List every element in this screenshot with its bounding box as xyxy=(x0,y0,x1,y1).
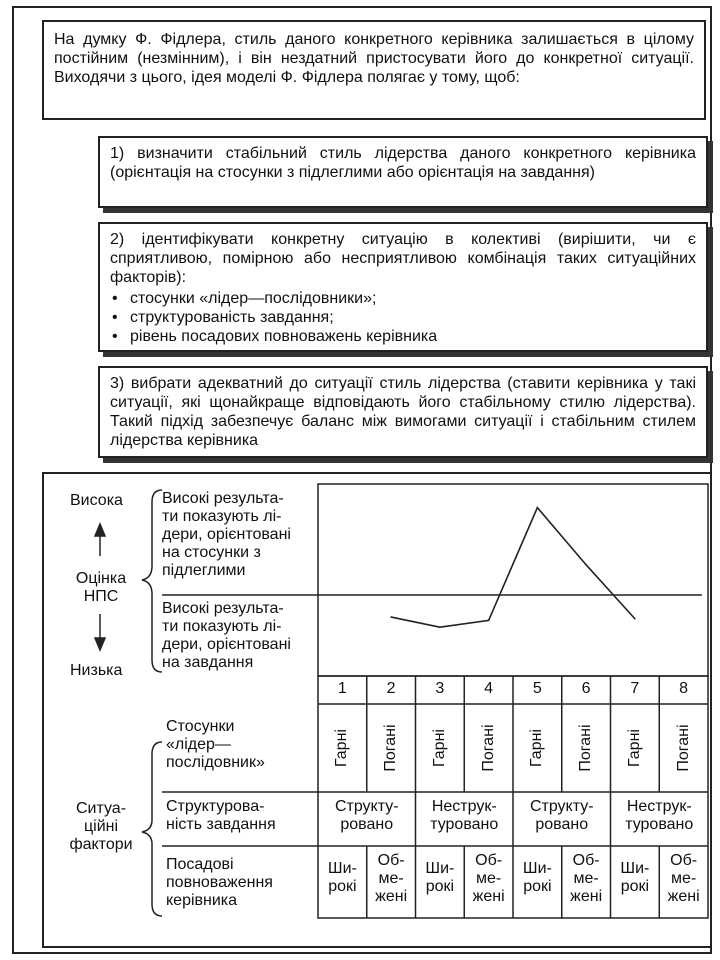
relation-value: Гарні xyxy=(625,729,643,767)
power-value xyxy=(611,860,660,896)
factor-list-item: • рівень посадових повноважень керівника xyxy=(110,327,696,346)
rating-label-line: НПС xyxy=(83,588,119,605)
structure-value-line: Структу- xyxy=(334,798,399,815)
factor-list-item: • стосунки «лідер—послідовники»; xyxy=(110,289,696,308)
power-value-line: рокі xyxy=(328,878,357,895)
structure-value xyxy=(416,798,514,834)
column-number: 5 xyxy=(532,680,542,697)
performance-curve xyxy=(391,508,635,628)
relation-value: Гарні xyxy=(333,729,351,767)
power-value xyxy=(416,860,465,896)
relation-value: Гарні xyxy=(528,729,546,767)
chart-layer xyxy=(390,507,635,628)
description-line: на стосунки з xyxy=(162,544,261,561)
structure-value-line: туровано xyxy=(625,816,694,833)
factor-label-line: послідовник» xyxy=(166,754,265,771)
factor-label-line: повноваження xyxy=(166,874,273,891)
power-value-line: Об- xyxy=(670,852,698,869)
arrow-down-icon xyxy=(95,638,105,650)
structure-value-line: Неструк- xyxy=(626,798,692,815)
description-line: Високі результа- xyxy=(162,490,284,507)
factor-list xyxy=(110,289,696,346)
relation-value: Погані xyxy=(577,724,595,772)
intro-box xyxy=(42,20,706,120)
power-value-line: жені xyxy=(667,888,700,905)
factors-label-line: Ситуа- xyxy=(75,800,127,817)
column-number: 4 xyxy=(484,680,494,697)
power-value-line: Ши- xyxy=(522,860,552,877)
factor-label-line: Структурова- xyxy=(166,798,265,815)
relation-value: Погані xyxy=(382,724,400,772)
power-value-line: рокі xyxy=(523,878,552,895)
column-number: 8 xyxy=(679,680,689,697)
relation-value: Гарні xyxy=(430,729,448,767)
curve-point xyxy=(537,507,539,509)
low-label: Низька xyxy=(70,662,123,679)
factor-label-line: Посадові xyxy=(166,856,234,873)
power-value-line: жені xyxy=(570,888,603,905)
lower-description xyxy=(162,600,312,672)
column-number: 3 xyxy=(435,680,445,697)
column-number: 6 xyxy=(581,680,591,697)
power-value-line: Об- xyxy=(475,852,503,869)
structure-value-line: Неструк- xyxy=(431,798,497,815)
step-2-box xyxy=(98,222,708,352)
factor-label-line: Стосунки xyxy=(166,718,235,735)
factors-brace-icon xyxy=(142,742,162,916)
structure-value xyxy=(513,798,611,834)
power-value-line: жені xyxy=(375,888,408,905)
high-label: Висока xyxy=(70,492,123,509)
situational-factors-label xyxy=(64,800,138,854)
intro-text: На думку Ф. Фідлера, стиль даного конкретного керівника залишається в цілому постійним (незмінним), і він нездатний пристосувати його до конкретної ситуації. Виходячи з цього, ідея моделі Ф. Фідлера полягає у тому, щоб: xyxy=(54,31,694,86)
power-value-line: ме- xyxy=(476,870,502,887)
arrow-up-icon xyxy=(95,524,105,536)
factor-list-item: • структурованість завдання; xyxy=(110,308,696,327)
upper-description xyxy=(162,490,312,580)
power-value-line: ме- xyxy=(378,870,404,887)
chart-frame xyxy=(318,484,708,676)
power-value-line: жені xyxy=(472,888,505,905)
factors-label-line: фактори xyxy=(69,836,133,853)
power-value xyxy=(562,852,611,906)
rating-label xyxy=(64,570,138,606)
power-value-line: Ши- xyxy=(620,860,650,877)
structure-value-line: туровано xyxy=(430,816,499,833)
step-1-box xyxy=(98,136,708,208)
curve-point xyxy=(439,626,441,628)
power-value-line: рокі xyxy=(425,878,455,895)
relation-value: Погані xyxy=(674,724,692,772)
structure-value xyxy=(318,798,416,834)
rating-label-line: Оцінка xyxy=(75,570,127,587)
description-line: Високі результа- xyxy=(162,600,284,617)
rating-brace-icon xyxy=(142,490,162,672)
power-value-line: Об- xyxy=(572,852,600,869)
power-value-line: рокі xyxy=(620,878,650,895)
power-value-line: ме- xyxy=(671,870,697,887)
power-value-line: ме- xyxy=(573,870,599,887)
description-line: на завдання xyxy=(162,654,254,671)
factor-label-line: ність завдання xyxy=(166,816,276,833)
description-line: підлеглими xyxy=(162,562,246,579)
factor-label-line: керівника xyxy=(166,892,238,909)
column-number: 1 xyxy=(337,680,347,697)
factor-label-line: «лідер— xyxy=(166,736,231,753)
structure-value-line: ровано xyxy=(535,816,589,833)
column-number: 2 xyxy=(386,680,396,697)
power-value xyxy=(367,852,416,906)
power-value xyxy=(513,860,562,896)
curve-point xyxy=(585,564,587,566)
curve-point xyxy=(634,618,636,620)
structure-value xyxy=(611,798,709,834)
description-line: дери, орієнтовані xyxy=(162,526,291,543)
structure-value-line: ровано xyxy=(340,816,394,833)
power-value xyxy=(659,852,708,906)
power-value-line: Ши- xyxy=(425,860,455,877)
power-value-line: Об- xyxy=(377,852,405,869)
braces xyxy=(142,490,162,916)
power-value-line: Ши- xyxy=(327,860,357,877)
power-value xyxy=(318,860,367,896)
description-line: ти показують лі- xyxy=(162,508,282,525)
power-value xyxy=(464,852,513,906)
structure-value-line: Структу- xyxy=(529,798,594,815)
factor-power-label xyxy=(166,856,316,910)
description-line: дери, орієнтовані xyxy=(162,636,291,653)
factor-structure-label xyxy=(166,798,316,834)
description-line: ти показують лі- xyxy=(162,618,282,635)
curve-point xyxy=(390,616,392,618)
factors-label-line: ційні xyxy=(83,818,119,835)
fiedler-diagram xyxy=(42,472,712,948)
factor-relations-label xyxy=(166,718,316,772)
step-3-box xyxy=(98,366,708,458)
step-1-text: 1) визначити стабільний стиль лідерства даного конкретного керівника (орієнтація на стосунки з підлеглими або орієнтація на завдання) xyxy=(110,145,696,181)
relation-value: Погані xyxy=(479,724,497,772)
step-3-text: 3) вибрати адекватний до ситуації стиль лідерства (ставити керівника у такі ситуації, які щонайкраще відповідають його стабільному стилю лідерства). Такий підхід забезпечує баланс між вимогами ситуації і стабільним стилем лідерства керівника xyxy=(110,375,696,449)
step-2-text: 2) ідентифікувати конкретну ситуацію в колективі (вирішити, чи є сприятливою, помірною або несприятливою комбінація таких ситуаційних факторів): xyxy=(110,231,696,286)
column-number: 7 xyxy=(630,680,640,697)
curve-point xyxy=(488,620,490,622)
